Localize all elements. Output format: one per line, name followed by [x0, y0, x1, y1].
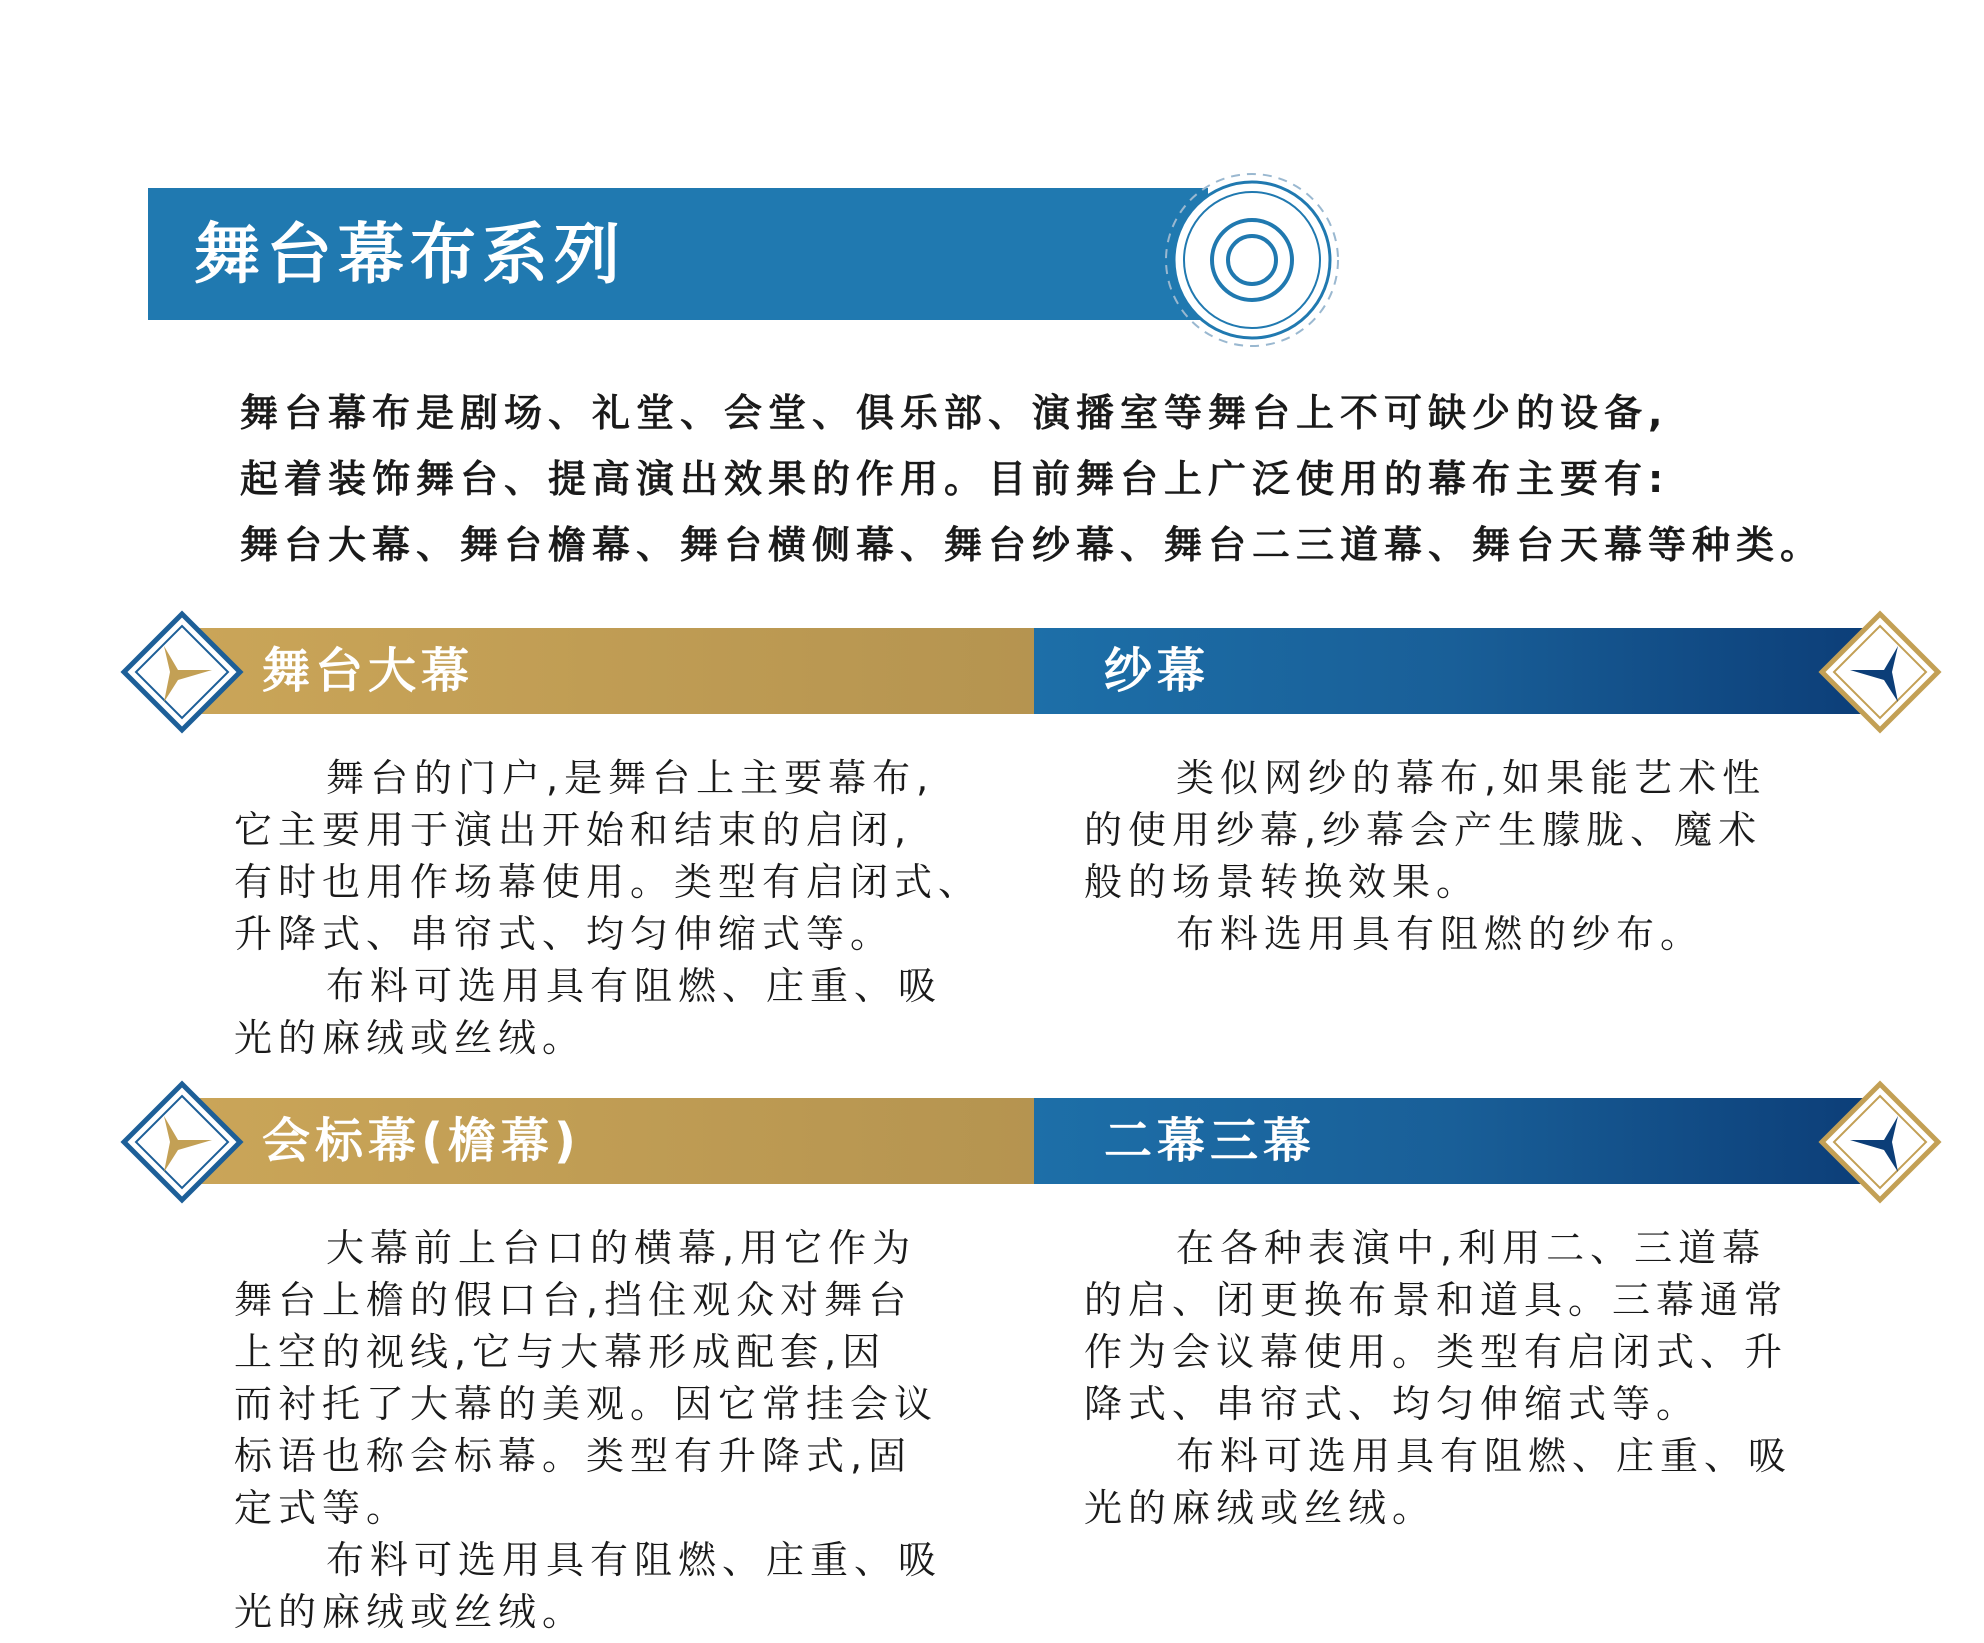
section-paragraph: 舞台的门户,是舞台上主要幕布, 它主要用于演出开始和结束的启闭, 有时也用作场幕使用。类型有启闭式、 升降式、串帘式、均匀伸缩式等。 — [234, 756, 983, 956]
section-paragraph: 布料可选用具有阻燃、庄重、吸 光的麻绒或丝绒。 — [234, 1538, 943, 1634]
arrow-diamond-icon — [120, 610, 244, 734]
arrow-diamond-icon — [120, 1080, 244, 1204]
section-paragraph: 布料可选用具有阻燃、庄重、吸 光的麻绒或丝绒。 — [1084, 1434, 1793, 1530]
section-paragraph: 类似网纱的幕布,如果能艺术性 的使用纱幕,纱幕会产生朦胧、魔术 般的场景转换效果。 — [1084, 756, 1767, 904]
arrow-diamond-icon — [1818, 1080, 1942, 1204]
section-paragraph: 大幕前上台口的横幕,用它作为 舞台上檐的假口台,挡住观众对舞台 上空的视线,它与大幕形成配套,因 而衬托了大幕的美观。因它常挂会议 标语也称会标幕。类型有升降式,固 定式等。 — [234, 1226, 939, 1530]
intro-line: 舞台幕布是剧场、礼堂、会堂、俱乐部、演播室等舞台上不可缺少的设备, — [240, 391, 1669, 435]
section-paragraph: 布料选用具有阻燃的纱布。 — [1176, 912, 1705, 956]
section-title: 舞台大幕 — [262, 643, 475, 699]
intro-line: 舞台大幕、舞台檐幕、舞台横侧幕、舞台纱幕、舞台二三道幕、舞台天幕等种类。 — [240, 523, 1825, 567]
section-body — [234, 1222, 994, 1638]
section-paragraph: 在各种表演中,利用二、三道幕 的启、闭更换布景和道具。三幕通常 作为会议幕使用。类型有启闭式、升 降式、串帘式、均匀伸缩式等。 — [1084, 1226, 1789, 1426]
page-title: 舞台幕布系列 — [194, 215, 626, 293]
intro-paragraph — [240, 380, 1940, 578]
section-body — [234, 752, 994, 1064]
intro-line: 起着装饰舞台、提高演出效果的作用。目前舞台上广泛使用的幕布主要有: — [240, 457, 1670, 501]
section-title: 会标幕(檐幕) — [262, 1113, 581, 1169]
section-body — [1084, 752, 1844, 960]
section-paragraph: 布料可选用具有阻燃、庄重、吸 光的麻绒或丝绒。 — [234, 964, 943, 1060]
section-body — [1084, 1222, 1844, 1534]
arrow-diamond-icon — [1818, 610, 1942, 734]
gear-icon — [1152, 160, 1352, 360]
section-title: 二幕三幕 — [1104, 1113, 1317, 1169]
section-title: 纱幕 — [1104, 643, 1211, 699]
